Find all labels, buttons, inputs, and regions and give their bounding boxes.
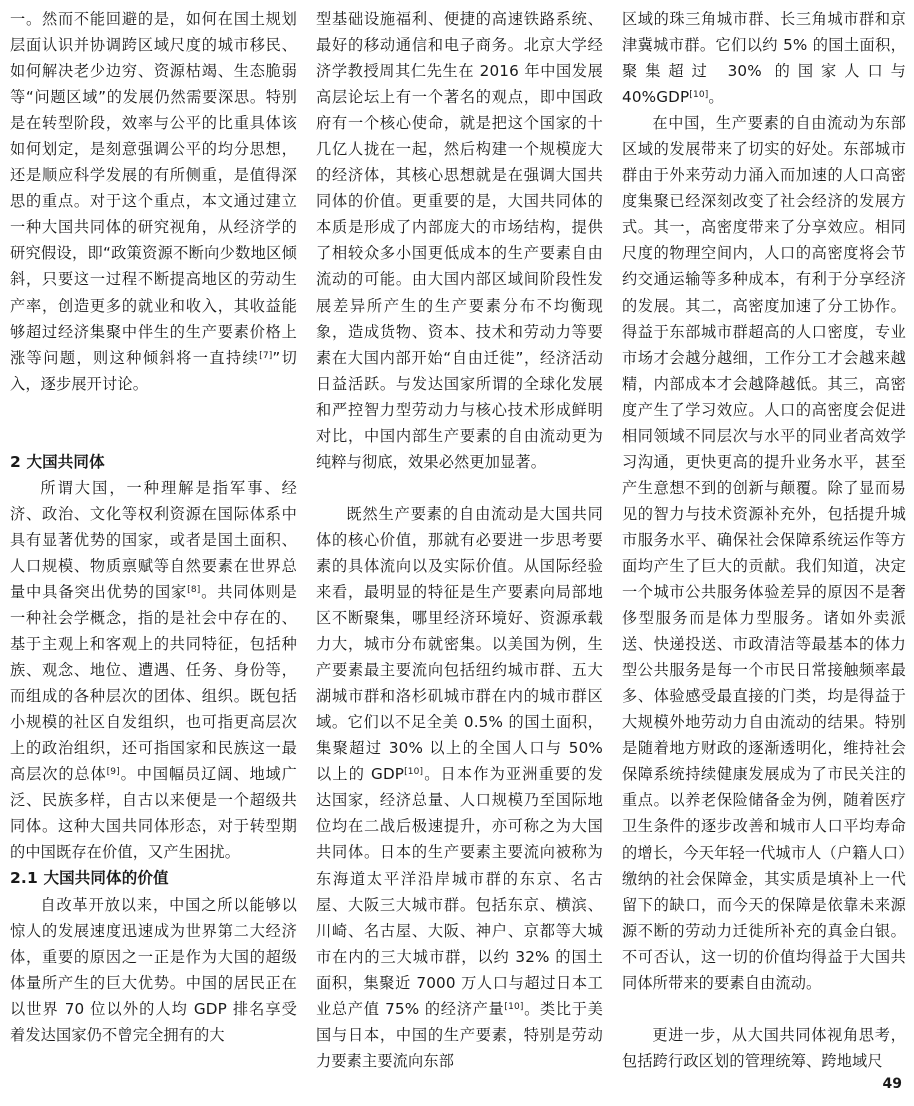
citation: [10]	[504, 1001, 524, 1012]
paragraph: 型基础设施福利、便捷的高速铁路系统、最好的移动通信和电子商务。北京大学经济学教授周其仁先生在 2016 年中国发展高层论坛上有一个著名的观点，即中国政府有一个核心使命，就是把这个国家的十几亿人拢在一起，然后构建一个规模庞大的经济体，其核心思想就是在强调大国共同体的价值。更重要的是，大国共同体的本质是形成了内部庞大的市场结构，提供了相较众多小国更低成本的生产要素自由流动的可能。由大国内部区域间阶段性发展差异所产生的生产要素分布不均衡现象，造成货物、资本、技术和劳动力等要素在大国内部开始“自由迁徙”，经济活动日益活跃。与发达国家所谓的全球化发展和严控智力型劳动力与核心技术形成鲜明对比，中国内部生产要素的自由流动更为纯粹与彻底，效果必然更加显著。	[316, 10, 603, 471]
text: 所谓大国，一种理解是指军事、经济、政治、文化等权利资源在国际体系中具有显著优势的国家，或者是国土面积、人口规模、物质禀赋等自然要素在世界总量中具备突出优势的国家	[10, 478, 297, 601]
column-1	[10, 6, 297, 1048]
text: 。	[708, 88, 724, 107]
text: 。共同体则是一种社会学概念，指的是社会中存在的、基于主观上和客观上的共同特征，包括种族、观念、地位、遭遇、任务、身份等，而组成的各种层次的团体、组织。既包括小规模的社区自发组织，也可指更高层次上的政治组织，还可指国家和民族这一最高层次的总体	[10, 582, 297, 784]
text: 。日本作为亚洲重要的发达国家，经济总量、人口规模乃至国际地位均在二战后极速提升，亦可称之为大国共同体。日本的生产要素主要流向被称为东海道太平洋沿岸城市群的东京、名古屋、大阪三大城市群。包括东京、横滨、川崎、名古屋、大阪、神户、京都等大城市在内的三大城市群，以约 32% 的国土面积，集聚近 7000 万人口与超过日本工业总产值 75% 的经济产量	[316, 765, 604, 1018]
citation: [9]	[106, 767, 120, 778]
text: 区域的珠三角城市群、长三角城市群和京津冀城市群。它们以约 5% 的国土面积，聚集超过 30% 的国家人口与 40%GDP	[622, 10, 906, 107]
citation: [10]	[404, 767, 424, 778]
paragraph: 自改革开放以来，中国之所以能够以惊人的发展速度迅速成为世界第二大经济体，重要的原因之一正是作为大国的超级体量所产生的巨大优势。中国的居民正在以世界 70 位以外的人均 GDP 排名享受着发达国家仍不曾完全拥有的大	[10, 895, 297, 1044]
paragraph: 在中国，生产要素的自由流动为东部区域的发展带来了切实的好处。东部城市群由于外来劳动力涌入而加速的人口高密度集聚已经深刻改变了社会经济的发展方式。其一，高密度带来了分享效应。相同尺度的物理空间内，人口的高密度将会节约交通运输等多种成本，有利于分享经济的发展。其二，高密度加速了分工协作。得益于东部城市群超高的人口密度，专业市场才会越分越细，工作分工才会越来越精，内部成本才会越降越低。其三，高密度产生了学习效应。人口的高密度会促进相同领域不同层次与水平的同业者高效学习沟通，更快更高的提升业务水平，甚至产生意想不到的创新与颠覆。除了显而易见的智力与技术资源补充外，包括提升城市服务水平、确保社会保障系统运作等方面均产生了巨大的贡献。我们知道，决定一个城市公共服务体验差异的原因不是奢侈型服务而是体力型服务。诸如外卖派送、快递投送、市政清洁等最基本的体力型公共服务是每一个市民日常接触频率最多、体验感受最直接的门类，均是得益于大规模外地劳动力自由流动的结果。特别是随着地方财政的逐渐透明化，维持社会保障系统持续健康发展成为了市民关注的重点。以养老保险储备金为例，随着医疗卫生条件的逐步改善和城市人口平均寿命的增长，今天年轻一代城市人（户籍人口）缴纳的社会保障金，其实质是填补上一代留下的缺口，而今天的保障是依靠未来源源不断的劳动力迁徙所补充的真金白银。不可否认，这一切的价值均得益于大国共同体所带来的要素自由流动。	[622, 114, 906, 992]
citation: [7]	[259, 350, 273, 361]
text: 。类比于美国与日本，中国的生产要素，特别是劳动力要素主要流向东部	[316, 999, 604, 1070]
column-2	[316, 6, 603, 1074]
text: ”切入，逐步展开讨论。	[10, 348, 298, 393]
paragraph	[10, 475, 297, 866]
text: 一。然而不能回避的是，如何在国土规划层面认识并协调跨区域尺度的城市移民、如何解决老少边穷、资源枯竭、生态脆弱等“问题区域”的发展仍然需要深思。特别是在转型阶段，效率与公平的比重具体该如何划定，是刻意强调公平的均分思想，还是顺应科学发展的有所侧重，是值得深思的重点。对于这个重点，本文通过建立一种大国共同体的研究视角，从经济学的研究假设，即“政策资源不断向少数地区倾斜，只要这一过程不断提高地区的劳动生产率，创造更多的就业和收入，其收益能够超过经济集聚中伴生的生产要素价格上涨等问题，则这种倾斜将一直持续	[10, 10, 297, 367]
column-3	[622, 6, 906, 1074]
section-heading: 2 大国共同体	[10, 452, 105, 471]
citation: [8]	[187, 584, 201, 595]
paragraph	[622, 6, 906, 110]
text: 既然生产要素的自由流动是大国共同体的核心价值，那就有必要进一步思考要素的具体流向以及实际价值。从国际经验来看，最明显的特征是生产要素向局部地区不断聚集，哪里经济环境好、资源承载力大，城市分布就密集。以美国为例，生产要素最主要流向包括纽约城市群、五大湖城市群和洛杉矶城市群在内的城市群区域。它们以不足全美 0.5% 的国土面积，集聚超过 30% 以上的全国人口与 50% 以上的 GDP	[316, 504, 603, 784]
subsection-heading: 2.1 大国共同体的价值	[10, 869, 169, 888]
paragraph: 更进一步，从大国共同体视角思考，包括跨行政区划的管理统筹、跨地域尺	[622, 1025, 906, 1070]
paragraph	[10, 6, 297, 397]
citation: [10]	[689, 90, 709, 101]
page-number: 49	[882, 1076, 902, 1092]
paragraph	[316, 501, 603, 1074]
text: 。中国幅员辽阔、地域广泛、民族多样，自古以来便是一个超级共同体。这种大国共同体形态，对于转型期的中国既存在价值，又产生困扰。	[10, 765, 297, 862]
